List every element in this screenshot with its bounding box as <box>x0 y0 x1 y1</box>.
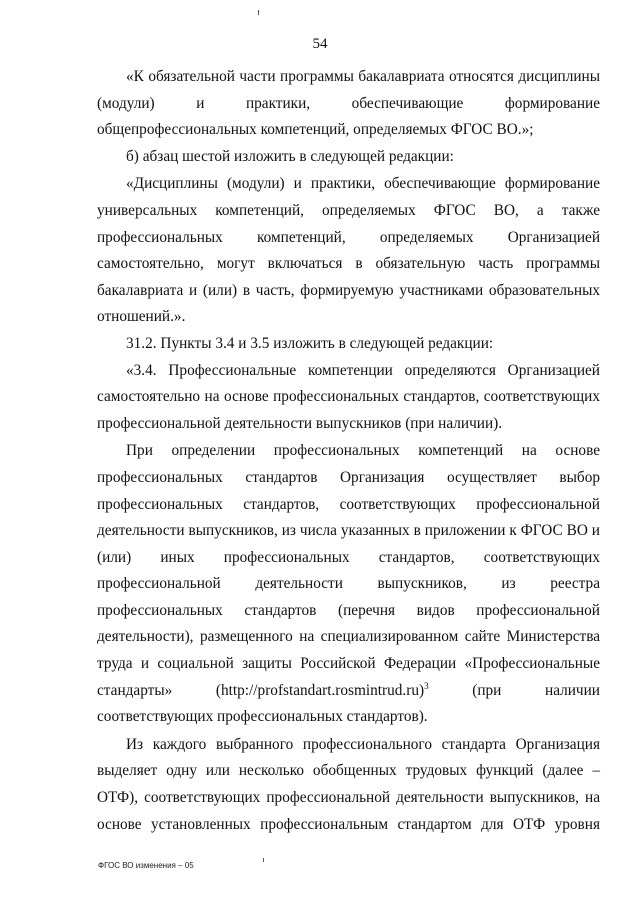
scan-speck <box>258 10 259 15</box>
page-number: 54 <box>312 36 328 52</box>
paragraph-disciplines: «Дисциплины (модули) и практики, обеспечивающие формирование универсальных компетенций, определяемых ФГОС ВО, а также профессиональных компетенций, определяемых Организацией самостоятельно, могут включаться в обязательную часть программы бакалавриата и (или) в часть, формируемую участниками образовательных отношений.». <box>97 175 600 326</box>
document-body <box>97 64 600 838</box>
paragraph-mandatory-part: «К обязательной части программы бакалавриата относятся дисциплины (модули) и практики, обеспечивающие формирование общепрофессиональных компетенций, определяемых ФГОС ВО.»; <box>97 68 600 139</box>
paragraph-point-3-4: «3.4. Профессиональные компетенции определяются Организацией самостоятельно на основе профессиональных стандартов, соответствующих профессиональной деятельности выпускников (при наличии). <box>97 361 600 432</box>
paragraph-text-continued: (при наличии соответствующих профессиональных стандартов). <box>97 681 600 726</box>
footnote-mark: 3 <box>424 680 429 691</box>
paragraph-point-31-2: 31.2. Пункты 3.4 и 3.5 изложить в следующей редакции: <box>126 334 494 352</box>
scan-speck <box>263 858 264 862</box>
paragraph-text: При определении профессиональных компетенций на основе профессиональных стандартов Организация осуществляет выбор профессиональных стандартов, соответствующих профессиональной деятельности выпускников, из числа указанных в приложении к ФГОС ВО и (или) иных профессиональных стандартов, соответствующих профессиональной деятельности выпускников, из реестра профессиональных стандартов (перечня видов профессиональной деятельности), размещенного на специализированном сайте Министерства труда и социальной защиты Российской Федерации «Профессиональные стандарты» (http://profstandart.rosmintrud.ru) <box>97 442 600 699</box>
paragraph-standards-selection <box>97 438 600 731</box>
paragraph-otf: Из каждого выбранного профессионального стандарта Организация выделяет одну или несколько обобщенных трудовых функций (далее – ОТФ), соответствующих профессиональной деятельности выпускников, на основе установленных профессиональным стандартом для ОТФ уровня <box>97 735 600 833</box>
document-footer: ФГОС ВО изменения – 05 <box>98 861 194 870</box>
paragraph-subpoint-b: б) абзац шестой изложить в следующей редакции: <box>126 147 454 165</box>
